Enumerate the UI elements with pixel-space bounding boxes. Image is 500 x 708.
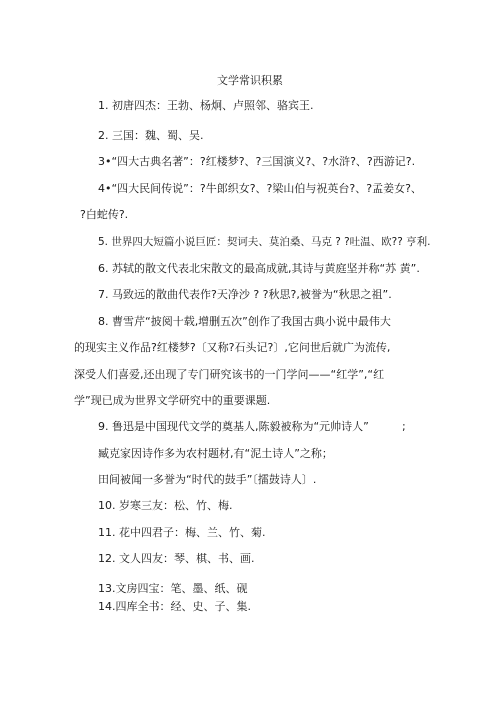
document-title: 文学常识积累: [217, 74, 283, 87]
text-line-15: 田间被闻一多誉为“时代的鼓手”〔擂鼓诗人〕.: [98, 473, 317, 486]
text-line-20: 14.四库全书：经、史、子、集.: [98, 600, 251, 613]
text-line-13-semicolon: ;: [402, 420, 406, 433]
text-line-7: 6. 苏轼的散文代表北宋散文的最高成就,其诗与黄庭坚并称“苏 黄”.: [98, 262, 420, 275]
text-line-2: 2. 三国：魏、蜀、吴.: [98, 129, 204, 142]
text-line-19: 13.文房四宝：笔、墨、纸、砚: [98, 582, 248, 595]
text-line-9: 8. 曹雪芹“披阅十载,增删五次”创作了我国古典小说中最伟大: [98, 315, 391, 328]
text-line-10: 的现实主义作品?红楼梦?〔又称?石头记?〕,它问世后就广为流传,: [74, 341, 391, 354]
text-line-18: 12. 文人四友：琴、棋、书、画.: [98, 552, 255, 565]
text-line-14: 臧克家因诗作多为农村题材,有“泥土诗人”之称；: [98, 447, 333, 460]
text-line-3: 3•“四大古典名著”：?红楼梦?、?三国演义?、?水浒?、?西游记?.: [98, 155, 416, 168]
text-line-16: 10. 岁寒三友：松、竹、梅.: [98, 499, 233, 512]
text-line-11: 深受人们喜爱,还出现了专门研究该书的一门学问——“红学”,“红: [74, 368, 385, 381]
text-line-6: 5. 世界四大短篇小说巨匠：契诃夫、莫泊桑、马克 ? ?吐温、欧?? 亨利.: [98, 236, 431, 248]
text-line-13: 9. 鲁迅是中国现代文学的奠基人,陈毅被称为“元帅诗人”: [98, 420, 369, 433]
text-line-12: 学”现已成为世界文学研究中的重要课题.: [74, 394, 271, 407]
text-line-8: 7. 马致远的散曲代表作?天净沙 ? ?秋思?,被誉为“秋思之祖”.: [98, 288, 392, 301]
text-line-4: 4•“四大民间传说”：?牛郎织女?、?梁山伯与祝英台?、?孟姜女?、: [98, 182, 422, 195]
text-line-17: 11. 花中四君子：梅、兰、竹、菊.: [98, 526, 266, 539]
text-line-5: ?白蛇传?.: [80, 208, 129, 221]
text-line-1: 1. 初唐四杰：王勃、杨炯、卢照邻、骆宾王.: [98, 99, 314, 112]
